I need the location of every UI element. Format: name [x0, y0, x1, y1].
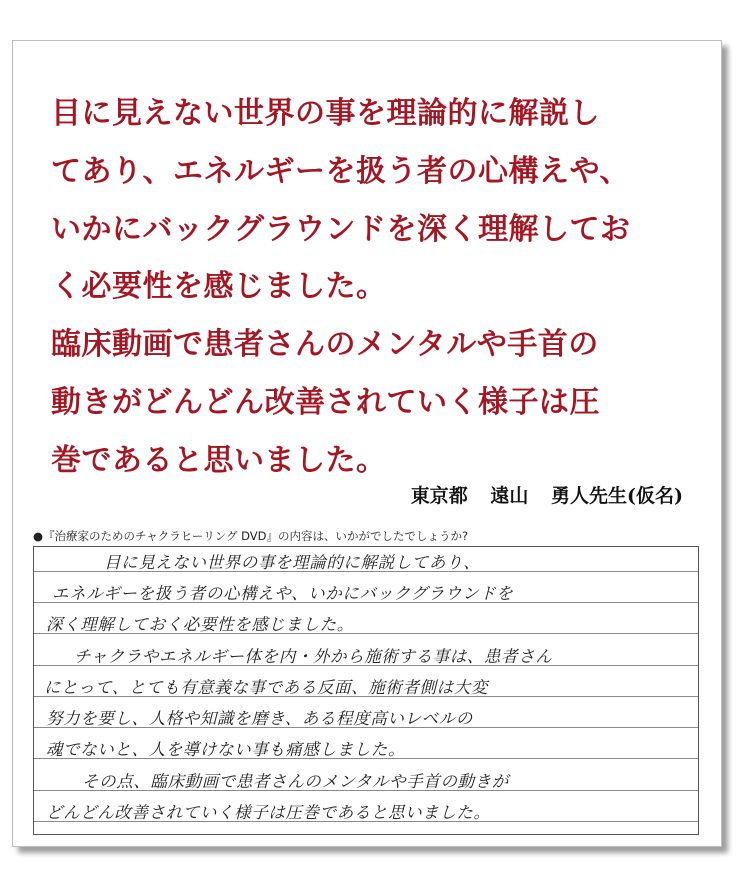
handwritten-line: チャクラやエネルギー体を内・外から施術する事は、患者さん — [74, 647, 553, 666]
attribution-surname: 遠山 — [490, 485, 529, 507]
attribution — [411, 481, 683, 508]
handwritten-line: エネルギーを扱う者の心構えや、いかにバックグラウンドを — [52, 584, 514, 603]
handwritten-line: 目に見えない世界の事を理論的に解説してあり、 — [104, 553, 481, 572]
quote-line: いかにバックグラウンドを深く理解してお — [51, 211, 631, 247]
attribution-location: 東京都 — [410, 485, 468, 507]
handwritten-line: その点、臨床動画で患者さんのメンタルや手首の動きが — [82, 772, 509, 791]
quote-line: 臨床動画で患者さんのメンタルや手首の — [51, 327, 599, 363]
handwritten-line: 魂でないと、人を導けない事も痛感しました。 — [46, 740, 406, 759]
handwritten-line: にとって、とても有意義な事である反面、施術者側は大変 — [44, 678, 488, 697]
handwritten-answer-sheet — [33, 546, 699, 835]
handwritten-line: 深く理解しておく必要性を感じました。 — [46, 615, 354, 634]
attribution-name-title: 勇人先生(仮名) — [551, 485, 683, 507]
testimonial-quote — [51, 85, 691, 490]
testimonial-card — [12, 40, 722, 847]
quote-line: 目に見えない世界の事を理論的に解説し — [51, 96, 600, 131]
quote-line: く必要性を感じました。 — [51, 269, 387, 305]
quote-line: 動きがどんどん改善されていく様子は圧 — [51, 384, 600, 420]
quote-line: てあり、エネルギーを扱う者の心構えや、 — [51, 153, 630, 189]
handwritten-line: どんどん改善されていく様子は圧巻であると思いました。 — [46, 803, 491, 822]
handwritten-line: 努力を要し、人格や知識を磨き、ある程度高いレベルの — [46, 709, 473, 728]
survey-question: ●『治療家のためのチャクラヒーリング DVD』の内容は、いかがでしたでしょうか? — [33, 529, 469, 543]
quote-line: 巻であると思いました。 — [51, 442, 387, 478]
